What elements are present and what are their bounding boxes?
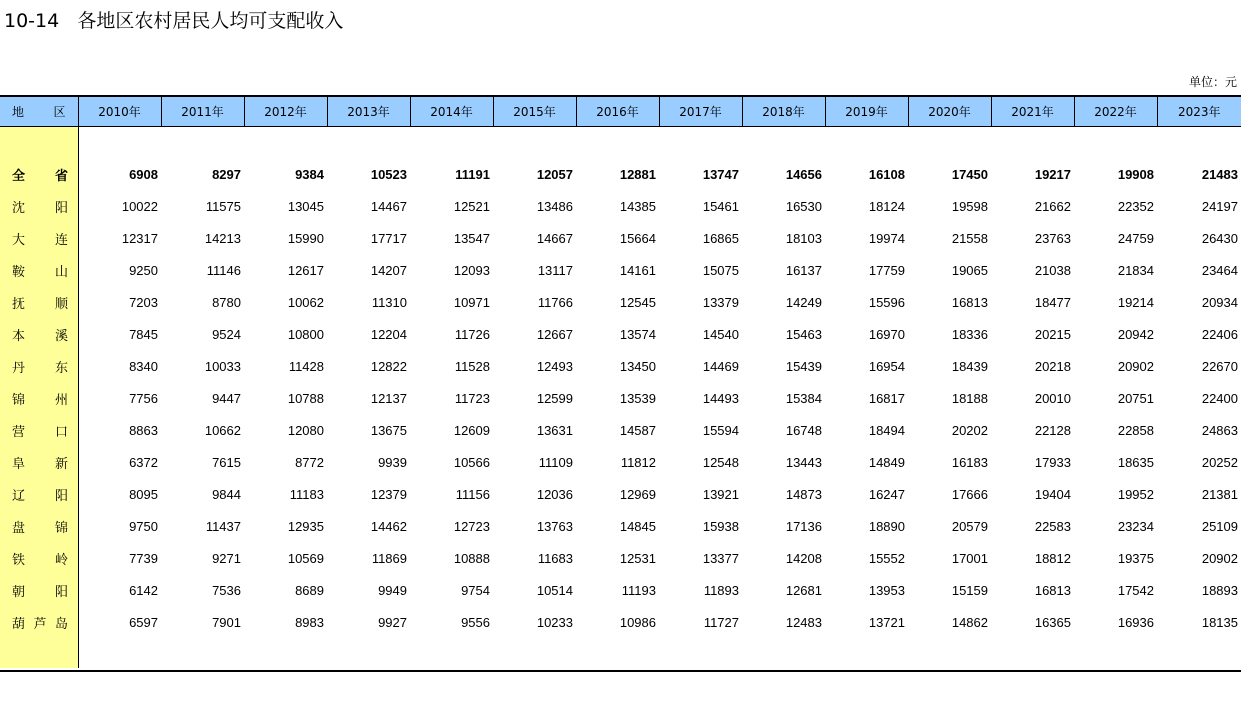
- value-cell: 13763: [536, 518, 573, 534]
- value-cell: 13486: [536, 198, 573, 214]
- region-cell: [0, 446, 78, 478]
- header-year: 2010年: [78, 96, 161, 126]
- value-cell: 11726: [454, 326, 490, 342]
- value-cell: 12379: [370, 486, 407, 502]
- value-cell: 12093: [453, 262, 490, 278]
- value-cell: 14540: [702, 326, 739, 342]
- region-char: 抚: [12, 296, 26, 312]
- value-cell: 18635: [1117, 454, 1154, 470]
- value-cell: 20218: [1034, 358, 1071, 374]
- value-cell: 14873: [785, 486, 822, 502]
- value-cell: 13631: [536, 422, 573, 438]
- value-cell: 19404: [1034, 486, 1071, 502]
- table-row: [0, 446, 1241, 478]
- value-cell: 13747: [702, 166, 739, 182]
- value-cell: 18494: [868, 422, 905, 438]
- value-cell: 15596: [868, 294, 905, 310]
- region-char: 州: [54, 392, 68, 408]
- value-cell: 21038: [1034, 262, 1071, 278]
- value-cell: 11575: [205, 198, 241, 214]
- page-title: 10-14 各地区农村居民人均可支配收入: [4, 10, 344, 32]
- value-cell: 23464: [1201, 262, 1238, 278]
- value-cell: 20902: [1117, 358, 1154, 374]
- value-cell: 16813: [951, 294, 988, 310]
- region-char: 新: [54, 456, 68, 472]
- region-cell: [0, 350, 78, 382]
- value-cell: 14467: [370, 198, 407, 214]
- value-cell: 20252: [1201, 454, 1238, 470]
- value-cell: 9927: [378, 614, 407, 630]
- value-cell: 16108: [868, 166, 905, 182]
- value-cell: 11310: [371, 294, 407, 310]
- value-cell: 24863: [1201, 422, 1238, 438]
- value-cell: 14667: [536, 230, 573, 246]
- value-cell: 12822: [370, 358, 407, 374]
- header-year: 2019年: [825, 96, 908, 126]
- value-cell: 9949: [378, 582, 407, 598]
- value-cell: 10566: [453, 454, 490, 470]
- region-cell: [0, 542, 78, 574]
- value-cell: 14462: [370, 518, 407, 534]
- region-char: 营: [12, 424, 26, 440]
- value-cell: 12204: [370, 326, 407, 342]
- value-cell: 11812: [620, 454, 656, 470]
- value-cell: 14849: [868, 454, 905, 470]
- region-char: 芦: [33, 616, 47, 632]
- value-cell: 14587: [619, 422, 656, 438]
- value-cell: 11183: [289, 486, 324, 502]
- table-row: [0, 222, 1241, 254]
- value-cell: 12881: [619, 166, 656, 182]
- value-cell: 18188: [951, 390, 988, 406]
- table-row: [0, 318, 1241, 350]
- value-cell: 13117: [537, 262, 573, 278]
- value-cell: 17542: [1117, 582, 1154, 598]
- value-cell: 6372: [129, 454, 158, 470]
- value-cell: 13379: [702, 294, 739, 310]
- region-cell: [0, 478, 78, 510]
- value-cell: 11766: [537, 294, 573, 310]
- value-cell: 12521: [453, 198, 490, 214]
- region-char: 阜: [12, 456, 26, 472]
- value-cell: 19375: [1117, 550, 1154, 566]
- value-cell: 15594: [702, 422, 739, 438]
- value-cell: 25109: [1201, 518, 1238, 534]
- region-cell: [0, 382, 78, 414]
- value-cell: 8983: [295, 614, 324, 630]
- value-cell: 19214: [1117, 294, 1154, 310]
- value-cell: 9754: [461, 582, 490, 598]
- value-cell: 9939: [378, 454, 407, 470]
- value-cell: 14208: [785, 550, 822, 566]
- value-cell: 18439: [951, 358, 988, 374]
- value-cell: 12036: [536, 486, 573, 502]
- value-cell: 9844: [212, 486, 241, 502]
- value-cell: 12617: [287, 262, 324, 278]
- region-cell: [0, 606, 78, 638]
- value-cell: 12969: [619, 486, 656, 502]
- value-cell: 21662: [1034, 198, 1071, 214]
- value-cell: 17933: [1034, 454, 1071, 470]
- value-cell: 17001: [951, 550, 988, 566]
- value-cell: 16936: [1117, 614, 1154, 630]
- value-cell: 15552: [868, 550, 905, 566]
- value-cell: 17450: [951, 166, 988, 182]
- unit-label: 单位：元: [1188, 75, 1237, 89]
- value-cell: 14493: [702, 390, 739, 406]
- value-cell: 22128: [1034, 422, 1071, 438]
- value-cell: 13921: [702, 486, 739, 502]
- region-char: 丹: [12, 360, 26, 376]
- value-cell: 20934: [1201, 294, 1238, 310]
- region-char: 沈: [12, 200, 26, 216]
- value-cell: 12493: [536, 358, 573, 374]
- table-row: [0, 350, 1241, 382]
- value-cell: 12531: [619, 550, 656, 566]
- value-cell: 8095: [129, 486, 158, 502]
- value-cell: 16817: [868, 390, 905, 406]
- region-char: 阳: [54, 200, 68, 216]
- value-cell: 13377: [702, 550, 739, 566]
- value-cell: 21483: [1201, 166, 1238, 182]
- value-cell: 19908: [1117, 166, 1154, 182]
- value-cell: 10033: [204, 358, 241, 374]
- value-cell: 6142: [129, 582, 158, 598]
- value-cell: 12548: [702, 454, 739, 470]
- value-cell: 12057: [536, 166, 573, 182]
- region-char: 省: [54, 168, 68, 184]
- header-region: [0, 96, 78, 126]
- value-cell: 7901: [212, 614, 241, 630]
- region-char: 朝: [12, 584, 26, 600]
- value-cell: 16954: [868, 358, 905, 374]
- value-cell: 11869: [371, 550, 407, 566]
- value-cell: 10523: [370, 166, 407, 182]
- header-year: 2012年: [244, 96, 327, 126]
- value-cell: 7203: [129, 294, 158, 310]
- value-cell: 21558: [951, 230, 988, 246]
- value-cell: 13539: [619, 390, 656, 406]
- table-row: [0, 286, 1241, 318]
- region-char: 东: [54, 360, 68, 376]
- value-cell: 15461: [702, 198, 739, 214]
- header-year: 2020年: [908, 96, 991, 126]
- value-cell: 12599: [536, 390, 573, 406]
- value-cell: 9524: [212, 326, 241, 342]
- value-cell: 10986: [619, 614, 656, 630]
- table-row: [0, 574, 1241, 606]
- region-char: 鞍: [12, 264, 26, 280]
- header-row: [0, 96, 1241, 126]
- value-cell: 10514: [536, 582, 573, 598]
- value-cell: 24759: [1117, 230, 1154, 246]
- value-cell: 14249: [785, 294, 822, 310]
- value-cell: 12080: [287, 422, 324, 438]
- region-cell: [0, 222, 78, 254]
- value-cell: 15463: [785, 326, 822, 342]
- header-year: 2017年: [659, 96, 742, 126]
- region-char: 大: [12, 232, 26, 248]
- value-cell: 17666: [951, 486, 988, 502]
- value-cell: 9750: [129, 518, 158, 534]
- value-cell: 15664: [619, 230, 656, 246]
- value-cell: 12609: [453, 422, 490, 438]
- value-cell: 7756: [129, 390, 158, 406]
- value-cell: 19065: [951, 262, 988, 278]
- value-cell: 20942: [1117, 326, 1154, 342]
- value-cell: 18477: [1034, 294, 1071, 310]
- value-cell: 6908: [129, 166, 158, 182]
- value-cell: 10569: [287, 550, 324, 566]
- value-cell: 20579: [951, 518, 988, 534]
- header-region-char: 区: [53, 104, 66, 119]
- value-cell: 7615: [212, 454, 241, 470]
- value-cell: 16748: [785, 422, 822, 438]
- region-char: 阳: [54, 584, 68, 600]
- region-cell: [0, 510, 78, 542]
- region-char: 全: [12, 168, 26, 184]
- value-cell: 11191: [455, 166, 490, 182]
- value-cell: 22352: [1117, 198, 1154, 214]
- value-cell: 24197: [1201, 198, 1238, 214]
- region-cell: [0, 574, 78, 606]
- data-table-container: [0, 95, 1241, 672]
- value-cell: 12667: [536, 326, 573, 342]
- value-cell: 6597: [129, 614, 158, 630]
- value-cell: 9271: [212, 550, 241, 566]
- value-cell: 13675: [370, 422, 407, 438]
- value-cell: 19974: [868, 230, 905, 246]
- value-cell: 19598: [951, 198, 988, 214]
- value-cell: 17759: [868, 262, 905, 278]
- value-cell: 12681: [785, 582, 822, 598]
- value-cell: 8297: [212, 166, 241, 182]
- value-cell: 12723: [453, 518, 490, 534]
- value-cell: 10788: [287, 390, 324, 406]
- value-cell: 20902: [1201, 550, 1238, 566]
- value-cell: 23763: [1034, 230, 1071, 246]
- value-cell: 15990: [287, 230, 324, 246]
- region-char: 顺: [54, 296, 68, 312]
- value-cell: 12483: [785, 614, 822, 630]
- value-cell: 16247: [868, 486, 905, 502]
- value-cell: 9250: [129, 262, 158, 278]
- value-cell: 11193: [621, 582, 656, 598]
- value-cell: 26430: [1201, 230, 1238, 246]
- value-cell: 16865: [702, 230, 739, 246]
- region-cell: [0, 158, 78, 190]
- table-row: [0, 414, 1241, 446]
- value-cell: 13045: [287, 198, 324, 214]
- header-region-char: 地: [12, 104, 25, 119]
- header-year: 2022年: [1074, 96, 1157, 126]
- region-char: 盘: [12, 520, 26, 536]
- value-cell: 14656: [785, 166, 822, 182]
- value-cell: 22406: [1201, 326, 1238, 342]
- value-cell: 13953: [868, 582, 905, 598]
- value-cell: 9556: [461, 614, 490, 630]
- value-cell: 13574: [619, 326, 656, 342]
- header-year: 2023年: [1157, 96, 1241, 126]
- header-year: 2018年: [742, 96, 825, 126]
- region-char: 连: [54, 232, 68, 248]
- value-cell: 7845: [129, 326, 158, 342]
- region-cell: [0, 318, 78, 350]
- header-year: 2014年: [410, 96, 493, 126]
- table-body: [0, 126, 1241, 638]
- value-cell: 11428: [288, 358, 324, 374]
- value-cell: 10233: [536, 614, 573, 630]
- region-char: 阳: [54, 488, 68, 504]
- value-cell: 10662: [204, 422, 241, 438]
- value-cell: 11683: [537, 550, 573, 566]
- value-cell: 21381: [1201, 486, 1238, 502]
- region-char: 铁: [12, 552, 26, 568]
- income-table: [0, 95, 1241, 638]
- value-cell: 15439: [785, 358, 822, 374]
- value-cell: 11528: [454, 358, 490, 374]
- value-cell: 15159: [951, 582, 988, 598]
- value-cell: 10062: [287, 294, 324, 310]
- region-char: 口: [54, 424, 68, 440]
- value-cell: 22670: [1201, 358, 1238, 374]
- region-char: 岛: [54, 616, 68, 632]
- value-cell: 12317: [121, 230, 158, 246]
- region-cell: [0, 286, 78, 318]
- value-cell: 15938: [702, 518, 739, 534]
- value-cell: 20202: [951, 422, 988, 438]
- value-cell: 11146: [206, 262, 241, 278]
- value-cell: 12545: [619, 294, 656, 310]
- region-char: 葫: [12, 616, 26, 632]
- value-cell: 11893: [703, 582, 739, 598]
- value-cell: 22400: [1201, 390, 1238, 406]
- value-cell: 7536: [212, 582, 241, 598]
- value-cell: 16365: [1034, 614, 1071, 630]
- value-cell: 7739: [129, 550, 158, 566]
- region-char: 山: [54, 264, 68, 280]
- value-cell: 13450: [619, 358, 656, 374]
- value-cell: 8689: [295, 582, 324, 598]
- value-cell: 10888: [453, 550, 490, 566]
- value-cell: 10971: [453, 294, 490, 310]
- value-cell: 18890: [868, 518, 905, 534]
- region-char: 本: [12, 328, 26, 344]
- table-row: [0, 158, 1241, 190]
- value-cell: 18103: [785, 230, 822, 246]
- value-cell: 22583: [1034, 518, 1071, 534]
- value-cell: 17136: [785, 518, 822, 534]
- value-cell: 9447: [212, 390, 241, 406]
- value-cell: 11156: [455, 486, 490, 502]
- header-year: 2016年: [576, 96, 659, 126]
- value-cell: 9384: [295, 166, 324, 182]
- value-cell: 8340: [129, 358, 158, 374]
- region-char: 锦: [12, 392, 26, 408]
- value-cell: 15075: [702, 262, 739, 278]
- value-cell: 11437: [205, 518, 241, 534]
- table-row: [0, 382, 1241, 414]
- table-row: [0, 542, 1241, 574]
- value-cell: 14845: [619, 518, 656, 534]
- value-cell: 18124: [868, 198, 905, 214]
- value-cell: 13547: [453, 230, 490, 246]
- value-cell: 16970: [868, 326, 905, 342]
- value-cell: 14469: [702, 358, 739, 374]
- table-row: [0, 254, 1241, 286]
- value-cell: 20215: [1034, 326, 1071, 342]
- table-row: [0, 606, 1241, 638]
- value-cell: 16137: [785, 262, 822, 278]
- value-cell: 8772: [295, 454, 324, 470]
- value-cell: 10022: [121, 198, 158, 214]
- table-row: [0, 478, 1241, 510]
- value-cell: 14385: [619, 198, 656, 214]
- value-cell: 14213: [204, 230, 241, 246]
- table-row: [0, 510, 1241, 542]
- value-cell: 18893: [1201, 582, 1238, 598]
- region-cell: [0, 190, 78, 222]
- region-cell: [0, 414, 78, 446]
- value-cell: 14207: [370, 262, 407, 278]
- region-cell: [0, 254, 78, 286]
- value-cell: 23234: [1117, 518, 1154, 534]
- value-cell: 13721: [868, 614, 905, 630]
- value-cell: 11723: [454, 390, 490, 406]
- value-cell: 10800: [287, 326, 324, 342]
- value-cell: 18336: [951, 326, 988, 342]
- value-cell: 8863: [129, 422, 158, 438]
- region-char: 溪: [54, 328, 68, 344]
- value-cell: 14161: [619, 262, 656, 278]
- header-year: 2021年: [991, 96, 1074, 126]
- value-cell: 19952: [1117, 486, 1154, 502]
- value-cell: 15384: [785, 390, 822, 406]
- value-cell: 22858: [1117, 422, 1154, 438]
- value-cell: 20010: [1034, 390, 1071, 406]
- region-char: 岭: [54, 552, 68, 568]
- value-cell: 21834: [1117, 262, 1154, 278]
- value-cell: 17717: [370, 230, 407, 246]
- value-cell: 16183: [951, 454, 988, 470]
- header-year: 2015年: [493, 96, 576, 126]
- region-char: 锦: [54, 520, 68, 536]
- value-cell: 12137: [370, 390, 407, 406]
- value-cell: 8780: [212, 294, 241, 310]
- spacer-row: [0, 126, 1241, 158]
- value-cell: 18135: [1201, 614, 1238, 630]
- value-cell: 12935: [287, 518, 324, 534]
- value-cell: 20751: [1117, 390, 1154, 406]
- region-char: 辽: [12, 488, 26, 504]
- value-cell: 16813: [1034, 582, 1071, 598]
- header-year: 2013年: [327, 96, 410, 126]
- value-cell: 11109: [538, 454, 573, 470]
- header-year: 2011年: [161, 96, 244, 126]
- value-cell: 18812: [1034, 550, 1071, 566]
- value-cell: 16530: [785, 198, 822, 214]
- value-cell: 11727: [703, 614, 739, 630]
- value-cell: 14862: [951, 614, 988, 630]
- table-row: [0, 190, 1241, 222]
- value-cell: 19217: [1034, 166, 1071, 182]
- value-cell: 13443: [785, 454, 822, 470]
